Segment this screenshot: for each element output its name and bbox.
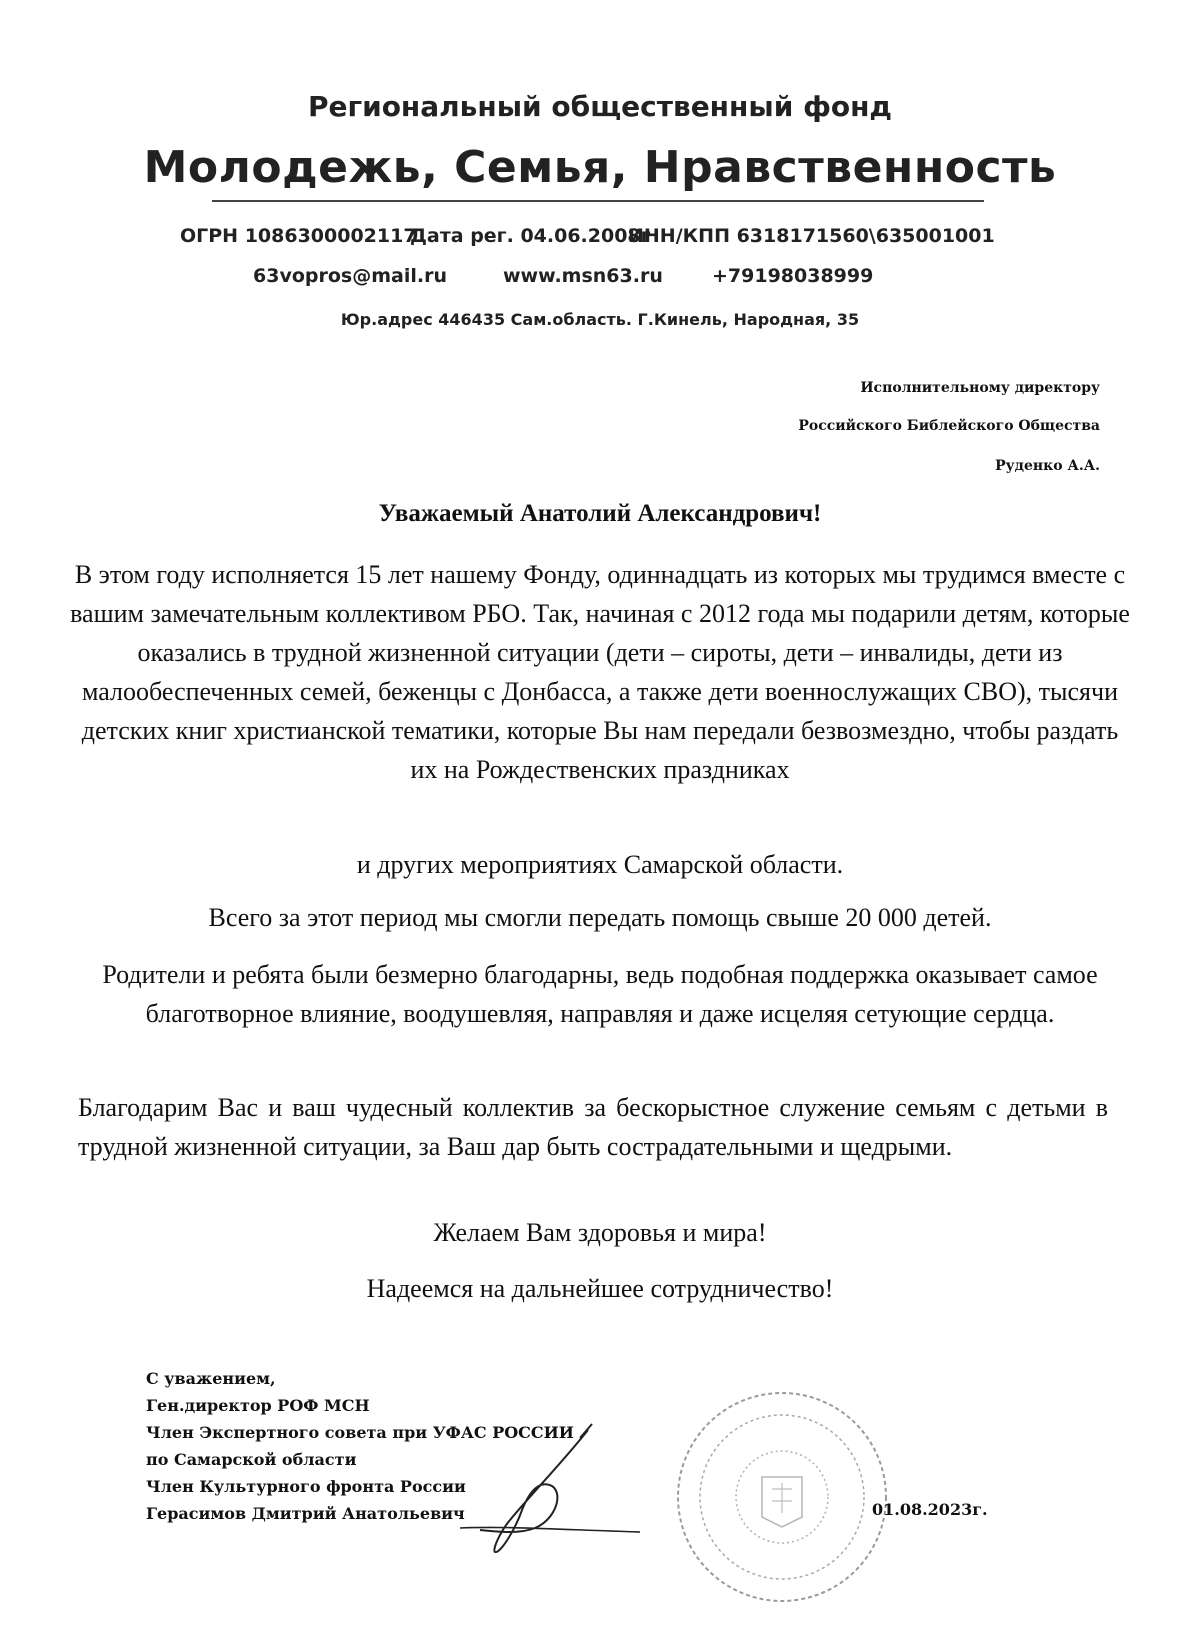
wish-line: Желаем Вам здоровья и мира! <box>433 1218 767 1247</box>
header-divider <box>212 200 984 202</box>
paragraph-thanks: Благодарим Вас и ваш чудесный коллектив за бескорыстное служение семьям с детьми в трудной жизненной ситуации, за Ваш дар быть сострадательными и щедрыми. <box>78 1093 1108 1161</box>
legal-address: Юр.адрес 446435 Сам.область. Г.Кинель, Народная, 35 <box>340 310 860 329</box>
org-type: Региональный общественный фонд <box>307 90 893 123</box>
cooperation-line: Надеемся на дальнейшее сотрудничество! <box>366 1274 834 1303</box>
signer-membership-2: Член Культурного фронта России <box>146 1477 466 1496</box>
phone: +79198038999 <box>712 265 874 287</box>
signer-membership-1: Член Экспертного совета при УФАС РОССИИ <box>146 1423 574 1442</box>
salutation: Уважаемый Анатолий Александрович! <box>378 500 822 527</box>
paragraph-events: и других мероприятиях Самарской области. <box>356 850 844 879</box>
addressee-organization: Российского Библейского Общества <box>798 418 1100 434</box>
organization-stamp <box>670 1385 895 1610</box>
paragraph-gratitude: Родители и ребята были безмерно благодарны, ведь подобная поддержка оказывает самое благотворное влияние, воодушевляя, направляя и даже исцеляя сетующие сердца. <box>102 960 1098 1028</box>
signer-membership-region: по Самарской области <box>146 1450 357 1469</box>
addressee-title: Исполнительному директору <box>860 380 1100 396</box>
addressee-name: Руденко А.А. <box>995 458 1100 474</box>
paragraph-intro: В этом году исполняется 15 лет нашему Фонду, одиннадцать из которых мы трудимся вместе с вашим замечательным коллективом РБО. Так, начиная с 2012 года мы подарили детям, которые оказались в трудной жизненной ситуации (дети – сироты, дети – инвалиды, дети из малообеспеченных семей, беженцы с Донбасса, а также дети военнослужащих СВО), тысячи детских книг христианской тематики, которые Вы нам передали безвозмездно, чтобы раздать их на Рождественских праздниках <box>70 560 1130 784</box>
closing: С уважением, <box>146 1369 276 1388</box>
signer-position: Ген.директор РОФ МСН <box>146 1396 370 1415</box>
ogrn: ОГРН 1086300002117 <box>180 225 417 247</box>
paragraph-total: Всего за этот период мы смогли передать помощь свыше 20 000 детей. <box>208 903 992 932</box>
email: 63vopros@mail.ru <box>253 265 447 287</box>
letter-date: 01.08.2023г. <box>872 1500 988 1519</box>
handwritten-signature <box>440 1410 650 1560</box>
inn-kpp: ИНН/КПП 6318171560\635001001 <box>628 225 995 247</box>
registration-date: Дата рег. 04.06.2008г <box>410 225 651 247</box>
website: www.msn63.ru <box>503 265 663 287</box>
signer-name: Герасимов Дмитрий Анатольевич <box>146 1504 465 1523</box>
org-name: Молодежь, Семья, Нравственность <box>143 142 1057 193</box>
